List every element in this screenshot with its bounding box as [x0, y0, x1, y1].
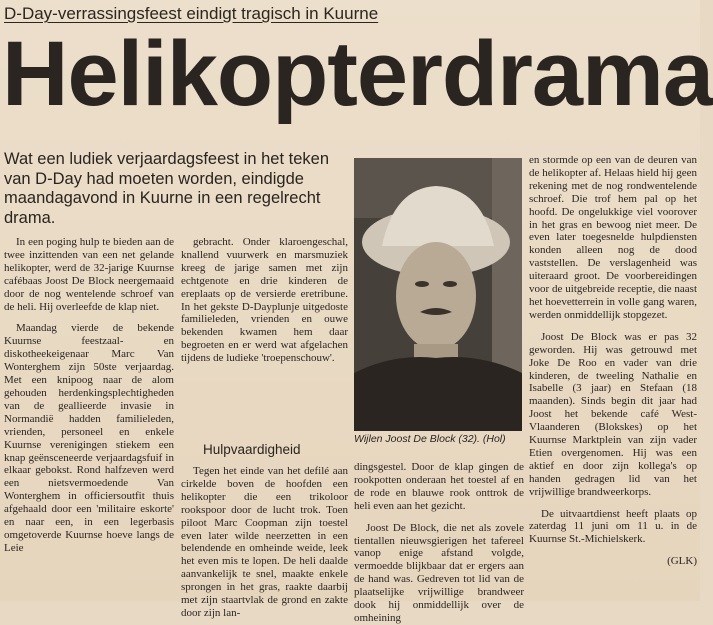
article-column-4 — [529, 154, 697, 601]
subhead-hulpvaardigheid: Hulpvaardigheid — [203, 442, 301, 457]
col2-paragraph-2: Tegen het einde van het defilé aan cirkelde boven de hoofden een helikopter die een trikoloor rookspoor door de lucht trok. Toen piloot Marc Coopman zijn toestel even later wilde neerzetten in een belendende en omheinde weide, leek het even mis te lopen. De heli daalde aanvankelijk te snel, maakte enkele sprongen in het gras, raakte daarbij met zijn staartvlak de grond en zakte door zijn lan- — [181, 465, 348, 619]
article-column-2-bottom — [181, 465, 348, 619]
col4-paragraph-1: en stormde op een van de deuren van de helikopter af. Helaas hield hij geen rekening met de nog rondwentelende schroef. Die trof hem pal op het hoofd. De ongelukkige viel voorover in het gras en bewoog niet meer. De even later toegesnelde hulpdiensten konden alleen nog de dood vaststellen. De verslagenheid was uiteraard groot. De voorbereidingen voor de uitgebreide receptie, die naast het hoevetterrein in volle gang waren, werden onmiddellijk stopgezet. — [529, 154, 697, 321]
col4-paragraph-3: De uitvaartdienst heeft plaats op zaterdag 11 juni om 11 u. in de Kuurnse St.-Michielskerk. — [529, 507, 697, 546]
col1-paragraph-2: Maandag vierde de bekende Kuurnse feestzaal- en diskotheekeigenaar Marc Van Wonterghem zijn 50ste verjaardag. Met een knipoog naar de alom gehouden herdenkingsplechtigheden van de geallieerde invasie in Normandië hadden familieleden, vrienden, personeel en enkele Kuurnse verenigingen stiekem een knap geënsceneerde verjaardagsfuif in elkaar gebokst. Rond halfzeven werd een nietsvermoedende Van Wonterghem in officiersoutfit thuis afgehaald door een 'militaire eskorte' en naar een, in een legerbasis omgetoverde Kuurnse hoeve langs de Leie — [4, 322, 174, 554]
col4-paragraph-2: Joost De Block was er pas 32 geworden. Hij was getrouwd met Joke De Roo en vader van drie kinderen, de tweeling Nathalie en Isabelle (3 jaar) en Stefaan (18 maanden). Sinds begin dit jaar had Joost het bekende café West-Vlaanderen (Blokskes) op het Kuurnse Marktplein van zijn vader Etien overgenomen. Hij was een aktief en door zijn kollega's op handen gedragen lid van het vrijwillige brandweerkorps. — [529, 330, 697, 498]
headline: Helikopterdrama — [2, 23, 713, 125]
col3-paragraph-1: dingsgestel. Door de klap gingen de rookpotten onderaan het toestel af en de rode en blauwe rook onttrok de heli even aan het gezicht. — [354, 461, 524, 512]
col1-paragraph-1: In een poging hulp te bieden aan de twee inzittenden van een net gelande helikopter, werd de 32-jarige Kuurnse cafébaas Joost De Block neergemaaid door de nog wentelende schroef van de heli. Hij overleefde de klap niet. — [4, 236, 174, 313]
kicker-line: D-Day-verrassingsfeest eindigt tragisch in Kuurne — [4, 4, 379, 23]
portrait-photo — [354, 158, 522, 431]
photo-caption: Wijlen Joost De Block (32). (Hol) — [354, 433, 506, 445]
lead-paragraph: Wat een ludiek verjaardagsfeest in het teken van D-Day had moeten worden, eindigde maandagavond in Kuurne in een regelrecht drama. — [4, 150, 329, 227]
portrait-illustration — [354, 158, 522, 431]
col3-paragraph-2: Joost De Block, die net als zovele tientallen nieuwsgierigen het tafereel vanop enige afstand volgde, vermoedde blijkbaar dat er ergers aan de hand was. Gedreven tot lid van de plaatselijke vrijwillige brandweer dook hij onmiddellijk over de omheining — [354, 521, 524, 624]
article-column-1 — [4, 236, 174, 600]
col2-paragraph-1: gebracht. Onder klaroengeschal, knallend vuurwerk en marsmuziek kreeg de jarige samen met zijn echtgenote en drie kinderen de ereplaats op de versierde eretribune. In het gekste D-Dayplunje uitgedoste familieleden, vrienden en ouwe bekenden kwamen hem daar begroeten en er werd wat afgelachen tijdens de ludieke 'troepenschouw'. — [181, 236, 348, 365]
article-column-3 — [354, 461, 524, 624]
article-column-2-top — [181, 236, 348, 436]
byline: (GLK) — [667, 555, 697, 568]
